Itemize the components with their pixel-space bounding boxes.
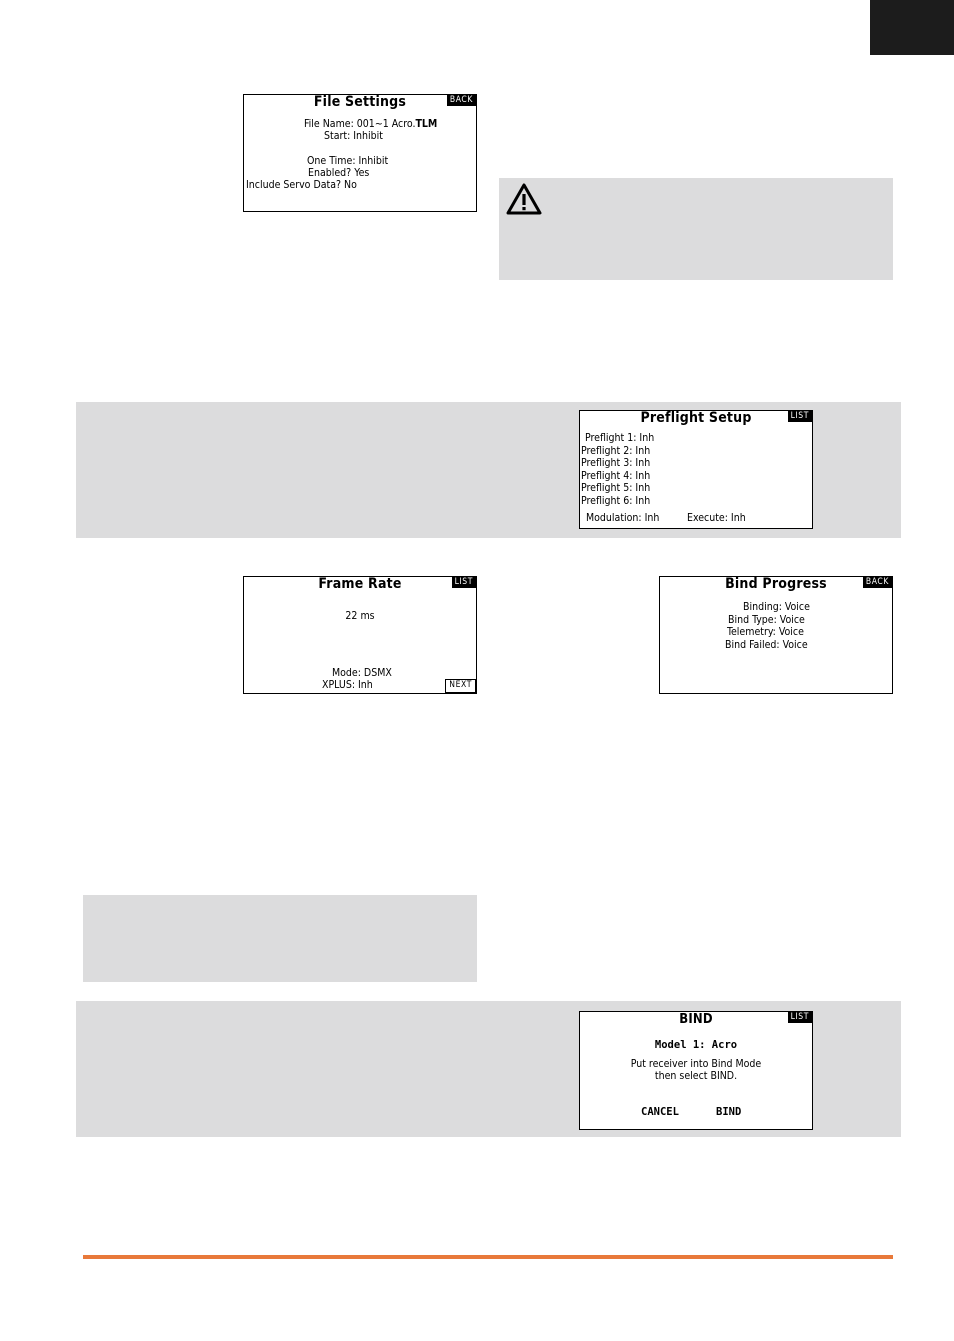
back-tag[interactable]: BACK xyxy=(863,577,892,588)
bind-title: BIND xyxy=(679,1012,713,1027)
bind-instruction-2: then select BIND. xyxy=(654,1070,738,1082)
binding-field[interactable]: Binding: Voice xyxy=(743,601,810,613)
bind-screen xyxy=(579,1011,813,1130)
preflight-setup-screen xyxy=(579,410,813,529)
one-time-line: One Time: Inhibit xyxy=(307,155,389,167)
execute-field[interactable]: Execute: Inh xyxy=(687,512,746,524)
enabled-line: Enabled? Yes xyxy=(308,167,370,179)
modulation-field[interactable]: Modulation: Inh xyxy=(586,512,660,524)
warning-box xyxy=(499,178,893,280)
next-button[interactable]: NEXT xyxy=(445,679,476,693)
preflight-item[interactable]: Preflight 1: Inh xyxy=(585,432,655,444)
model-name: Model 1: Acro xyxy=(654,1039,738,1051)
frame-rate-value[interactable]: 22 ms xyxy=(345,610,375,622)
preflight-item[interactable]: Preflight 3: Inh xyxy=(581,457,651,469)
list-tag[interactable]: LIST xyxy=(788,411,812,422)
xplus-field[interactable]: XPLUS: Inh xyxy=(322,679,373,691)
file-name-line xyxy=(304,118,437,130)
file-name-label: File Name: 001~1 Acro. xyxy=(304,118,416,130)
list-tag[interactable]: LIST xyxy=(452,577,476,588)
frame-rate-title: Frame Rate xyxy=(318,576,402,592)
bind-type-field[interactable]: Bind Type: Voice xyxy=(728,613,805,626)
bind-instruction-1: Put receiver into Bind Mode xyxy=(630,1058,762,1070)
preflight-item[interactable]: Preflight 5: Inh xyxy=(581,482,651,494)
footer-rule xyxy=(83,1255,893,1259)
note-box xyxy=(83,895,477,982)
bind-failed-field[interactable]: Bind Failed: Voice xyxy=(725,638,808,651)
preflight-item[interactable]: Preflight 2: Inh xyxy=(581,444,651,457)
cancel-button[interactable]: CANCEL xyxy=(641,1106,679,1118)
preflight-item[interactable]: Preflight 4: Inh xyxy=(581,469,651,482)
bind-button[interactable]: BIND xyxy=(716,1106,742,1118)
file-settings-title: File Settings xyxy=(313,94,407,110)
file-settings-screen xyxy=(243,94,477,212)
frame-rate-screen xyxy=(243,576,477,694)
bind-progress-screen xyxy=(659,576,893,694)
start-line: Start: Inhibit xyxy=(324,130,383,142)
telemetry-field[interactable]: Telemetry: Voice xyxy=(727,626,804,638)
back-tag[interactable]: BACK xyxy=(447,95,476,106)
corner-tab xyxy=(870,0,954,55)
list-tag[interactable]: LIST xyxy=(788,1012,812,1023)
preflight-item[interactable]: Preflight 6: Inh xyxy=(581,494,651,507)
servo-data-line: Include Servo Data? No xyxy=(246,179,357,191)
mode-field[interactable]: Mode: DSMX xyxy=(332,667,392,679)
warning-triangle-icon xyxy=(505,182,543,216)
preflight-setup-title: Preflight Setup xyxy=(640,410,752,426)
bind-progress-title: Bind Progress xyxy=(725,576,827,592)
file-name-ext: TLM xyxy=(415,118,438,130)
